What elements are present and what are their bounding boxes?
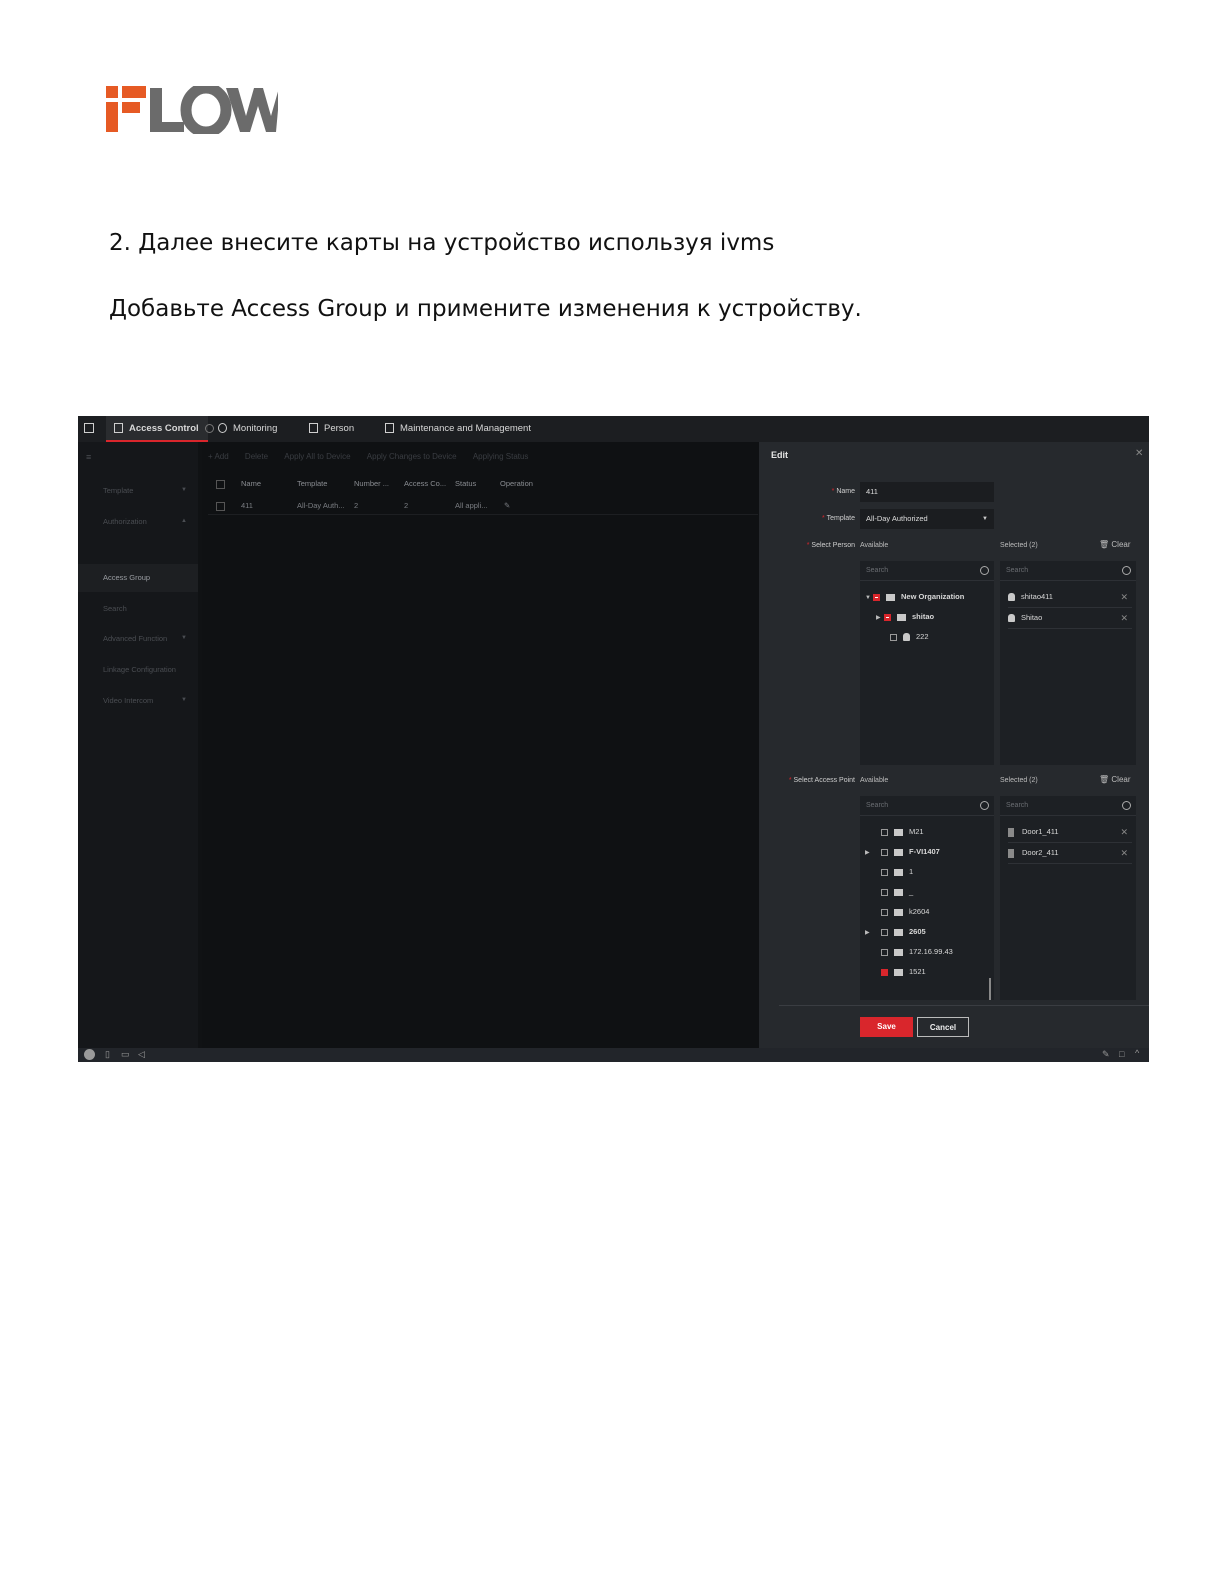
checked-checkbox[interactable] <box>881 969 888 976</box>
column-header[interactable]: Number ... <box>354 479 390 488</box>
clear-points-button[interactable]: 🗑 Clear <box>1099 775 1131 784</box>
tab-access-control[interactable]: Access Control <box>106 416 208 442</box>
door-icon <box>1008 849 1014 858</box>
remove-icon[interactable]: ✕ <box>1120 592 1128 602</box>
clear-persons-button[interactable]: 🗑 Clear <box>1099 540 1131 549</box>
table-header <box>208 476 758 492</box>
search-input[interactable]: Search <box>860 561 994 581</box>
search-icon[interactable] <box>1122 566 1131 575</box>
trash-icon: 🗑 <box>1099 540 1110 549</box>
access-control-icon <box>114 423 123 433</box>
folder-icon <box>894 849 903 856</box>
selected-persons-list <box>1000 561 1136 765</box>
column-header[interactable]: Name <box>241 479 262 488</box>
name-input[interactable]: 411 <box>860 482 994 502</box>
applying-status-button[interactable]: Applying Status <box>472 452 529 461</box>
status-bar <box>78 1048 1149 1062</box>
list-item[interactable]: shitao411 ✕ <box>1008 587 1132 608</box>
remove-icon[interactable]: ✕ <box>1120 827 1128 837</box>
column-header[interactable]: Operation <box>500 479 533 488</box>
add-button[interactable]: + Add <box>208 452 229 461</box>
chevron-down-icon: ▼ <box>982 516 988 522</box>
list-item[interactable]: _ <box>873 883 913 901</box>
delete-icon[interactable]: ▯ <box>105 1049 110 1059</box>
close-tab-icon[interactable] <box>205 424 214 433</box>
close-icon[interactable]: ✕ <box>1135 448 1144 459</box>
search-input[interactable]: Search <box>860 796 994 816</box>
list-item[interactable]: ▶ 2605 <box>865 927 926 936</box>
remove-icon[interactable]: ✕ <box>1120 848 1128 858</box>
column-header[interactable]: Status <box>455 479 477 488</box>
available-label: Available <box>860 777 889 784</box>
search-icon[interactable] <box>980 566 989 575</box>
apply-changes-button[interactable]: Apply Changes to Device <box>366 452 457 461</box>
table-row[interactable]: 411 All-Day Auth... 2 2 All appli... ✎ <box>208 498 758 515</box>
apps-grid-icon[interactable] <box>84 416 100 442</box>
search-input[interactable]: Search <box>1000 796 1136 816</box>
volume-icon[interactable]: ◁ <box>138 1049 145 1059</box>
list-item[interactable]: 1521 <box>873 963 926 981</box>
folder-icon <box>894 869 903 876</box>
instruction-paragraph: Добавьте Access Group и примените изменения к устройству. <box>109 296 862 322</box>
ivms-screenshot <box>78 416 1149 1062</box>
save-button[interactable]: Save <box>860 1017 913 1037</box>
available-persons-list <box>860 561 994 765</box>
sidebar-item-template[interactable]: Template <box>103 486 134 495</box>
person-icon <box>903 633 910 641</box>
list-item[interactable]: 1 <box>873 863 913 881</box>
sidebar-item-linkage-configuration[interactable]: Linkage Configuration <box>103 665 176 674</box>
pin-icon[interactable]: ✎ <box>1102 1049 1110 1059</box>
edit-icon[interactable]: ✎ <box>504 501 511 510</box>
folder-icon <box>897 614 906 621</box>
sidebar-item-authorization[interactable]: Authorization <box>103 517 147 526</box>
list-item[interactable]: k2604 <box>873 903 929 921</box>
top-nav-bar <box>78 416 1149 442</box>
folder-icon <box>894 949 903 956</box>
list-item[interactable]: Door2_411 ✕ <box>1008 843 1132 864</box>
folder-icon <box>894 909 903 916</box>
monitoring-icon <box>218 423 227 433</box>
column-header[interactable]: Access Co... <box>404 479 447 488</box>
selected-points-label: Selected (2) <box>1000 777 1038 784</box>
search-icon[interactable] <box>980 801 989 810</box>
select-person-label: Select Person <box>811 542 855 549</box>
trash-icon: 🗑 <box>1099 775 1110 784</box>
sidebar-item-search[interactable]: Search <box>103 604 127 613</box>
instruction-heading: 2. Далее внесите карты на устройство используя ivms <box>109 230 775 256</box>
available-access-points-list <box>860 796 994 1000</box>
selected-access-points-list <box>1000 796 1136 1000</box>
chevron-down-icon: ▼ <box>181 487 187 493</box>
row-checkbox[interactable] <box>216 502 225 511</box>
list-item[interactable]: ▶ F-VI1407 <box>865 847 940 856</box>
person-icon <box>1008 593 1015 601</box>
chevron-down-icon: ▼ <box>181 697 187 703</box>
sidebar-item-advanced-function[interactable]: Advanced Function <box>103 634 168 643</box>
tab-maintenance[interactable]: Maintenance and Management <box>385 416 531 442</box>
door-icon <box>1008 828 1014 837</box>
apply-all-button[interactable]: Apply All to Device <box>284 452 351 461</box>
sidebar-item-access-group[interactable]: Access Group <box>103 573 151 582</box>
list-item[interactable]: Door1_411 ✕ <box>1008 822 1132 843</box>
folder-icon <box>886 594 895 601</box>
menu-icon[interactable]: ≡ <box>86 452 92 462</box>
template-label: Template <box>826 515 855 522</box>
list-item[interactable]: Shitao ✕ <box>1008 608 1132 629</box>
person-tab-icon <box>309 423 318 433</box>
list-item[interactable]: ▼ New Organization <box>865 592 965 601</box>
select-access-point-label: Select Access Point <box>793 777 855 784</box>
divider <box>779 1005 1149 1006</box>
chevron-up-icon: ▲ <box>181 518 187 524</box>
list-item[interactable]: 222 <box>890 628 929 646</box>
folder-icon <box>894 969 903 976</box>
person-icon <box>1008 614 1015 622</box>
list-item[interactable]: M21 <box>873 823 924 841</box>
edit-panel: Edit ✕ * Name 411 * Template All-Day Authorized ▼ * Select Person Available Selected (2) 🗑 Clear Search ▼ New Organization ▶ shitao 222 Search shitao411 ✕ Shitao ✕ * Select Access Point Available Selected (2) 🗑 Clear Search M21 ▶ F-VI1407 1 _ k2604 ▶ 2605 172.16.99.43 1521 Search Door1_411 ✕ Door2_411 ✕ Save Cancel <box>759 442 1149 1048</box>
flow-logo <box>106 86 278 134</box>
main-content <box>202 442 759 1048</box>
sidebar <box>78 442 198 1048</box>
selected-person-label: Selected (2) <box>1000 542 1038 549</box>
tab-person[interactable]: Person <box>309 416 354 442</box>
search-input[interactable]: Search <box>1000 561 1136 581</box>
toolbar <box>208 452 528 461</box>
list-item[interactable]: 172.16.99.43 <box>873 943 953 961</box>
window-icon[interactable]: ▭ <box>121 1049 130 1059</box>
maximize-icon[interactable]: □ <box>1119 1049 1125 1059</box>
folder-icon <box>894 829 903 836</box>
collapse-icon[interactable]: ^ <box>1135 1048 1140 1058</box>
remove-icon[interactable]: ✕ <box>1120 613 1128 623</box>
list-item[interactable]: ▶ shitao <box>876 612 935 621</box>
available-label: Available <box>860 542 889 549</box>
column-header[interactable]: Template <box>297 479 328 488</box>
alarm-icon[interactable] <box>84 1049 95 1060</box>
chevron-down-icon: ▼ <box>181 635 187 641</box>
search-icon[interactable] <box>1122 801 1131 810</box>
scrollbar[interactable] <box>989 978 991 1000</box>
maintenance-icon <box>385 423 394 433</box>
panel-title: Edit <box>771 450 788 460</box>
tab-monitoring[interactable]: Monitoring <box>218 416 277 442</box>
sidebar-item-video-intercom[interactable]: Video Intercom <box>103 696 154 705</box>
delete-button[interactable]: Delete <box>244 452 269 461</box>
folder-icon <box>894 889 903 896</box>
template-select[interactable]: All-Day Authorized ▼ <box>860 509 994 529</box>
folder-icon <box>894 929 903 936</box>
select-all-checkbox[interactable] <box>216 480 225 489</box>
name-label: Name <box>836 488 855 495</box>
cancel-button[interactable]: Cancel <box>917 1017 969 1037</box>
